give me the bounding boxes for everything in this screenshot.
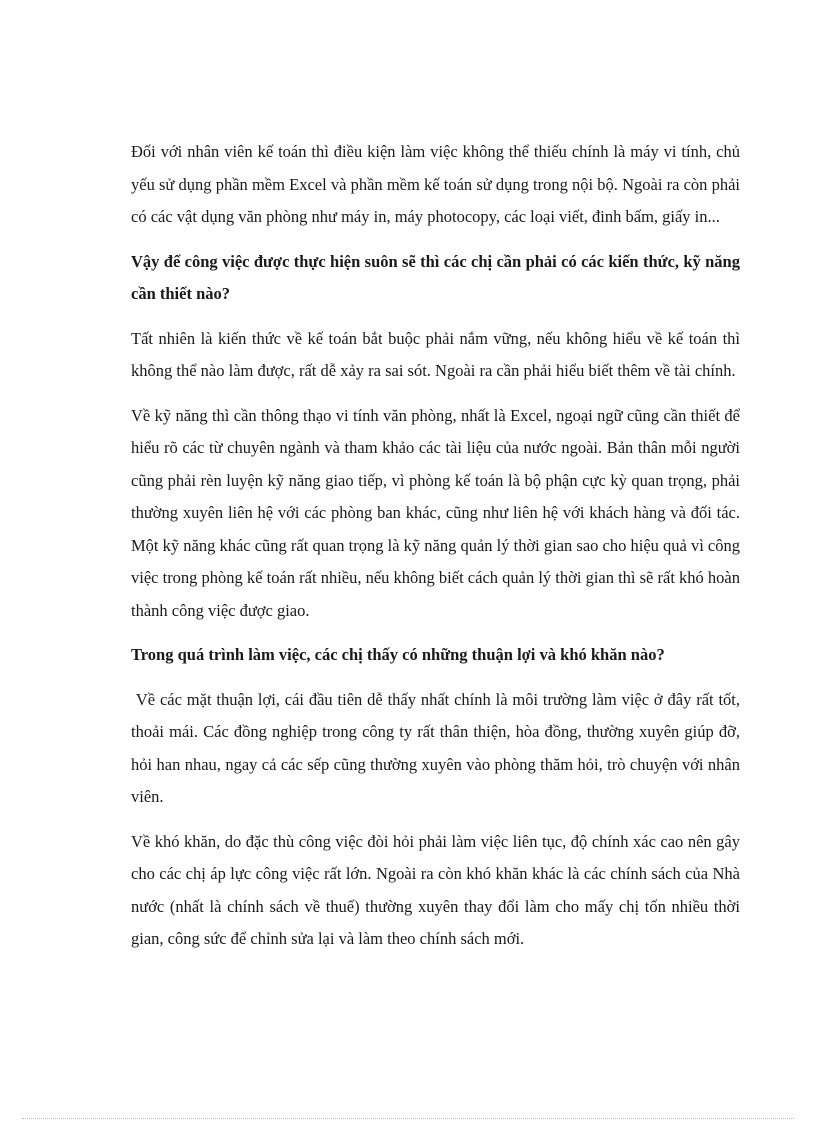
page-bottom-divider (22, 1118, 794, 1119)
question-skills: Vậy để công việc được thực hiện suôn sẽ thì các chị cần phải có các kiến thức, kỹ năng cần thiết nào? (131, 251, 740, 303)
paragraph-difficulties: Về khó khăn, do đặc thù công việc đòi hỏi phải làm việc liên tục, độ chính xác cao nên gây cho các chị áp lực công việc rất lớn. Ngoài ra còn khó khăn khác là các chính sách của Nhà nước (nhất là chính sách về thuế) thường xuyên thay đổi làm cho mấy chị tốn nhiều thời gian, công sức để chỉnh sửa lại và làm theo chính sách mới. (131, 831, 740, 948)
paragraph-advantages: Về các mặt thuận lợi, cái đầu tiên dễ thấy nhất chính là môi trường làm việc ở đây rất tốt, thoải mái. Các đồng nghiệp trong công ty rất thân thiện, hòa đồng, thường xuyên giúp đỡ, hỏi han nhau, ngay cả các sếp cũng thường xuyên vào phòng thăm hỏi, trò chuyện với nhân viên. (131, 689, 745, 806)
question-advantages: Trong quá trình làm việc, các chị thấy có những thuận lợi và khó khăn nào? (131, 645, 665, 664)
paragraph-skills: Về kỹ năng thì cần thông thạo vi tính văn phòng, nhất là Excel, ngoại ngữ cũng cần thiết để hiểu rõ các từ chuyên ngành và tham khảo các tài liệu của nước ngoài. Bản thân mỗi người cũng phải rèn luyện kỹ năng giao tiếp, vì phòng kế toán là bộ phận cực kỳ quan trọng, phải thường xuyên liên hệ với các phòng ban khác, cũng như liên hệ với khách hàng và đối tác. Một kỹ năng khác cũng rất quan trọng là kỹ năng quản lý thời gian sao cho hiệu quả vì công việc trong phòng kế toán rất nhiều, nếu không biết cách quản lý thời gian thì sẽ rất khó hoàn thành công việc được giao. (131, 405, 741, 620)
document-page (131, 136, 745, 968)
paragraph-knowledge: Tất nhiên là kiến thức về kế toán bắt buộc phải nắm vững, nếu không hiểu về kế toán thì không thể nào làm được, rất dễ xảy ra sai sót. Ngoài ra cần phải hiểu biết thêm về tài chính. (131, 328, 740, 380)
paragraph-equipment: Đối với nhân viên kế toán thì điều kiện làm việc không thể thiếu chính là máy vi tính, chủ yếu sử dụng phần mềm Excel và phần mềm kế toán sử dụng trong nội bộ. Ngoài ra còn phải có các vật dụng văn phòng như máy in, máy photocopy, các loại viết, đinh bấm, giấy in... (131, 142, 740, 226)
